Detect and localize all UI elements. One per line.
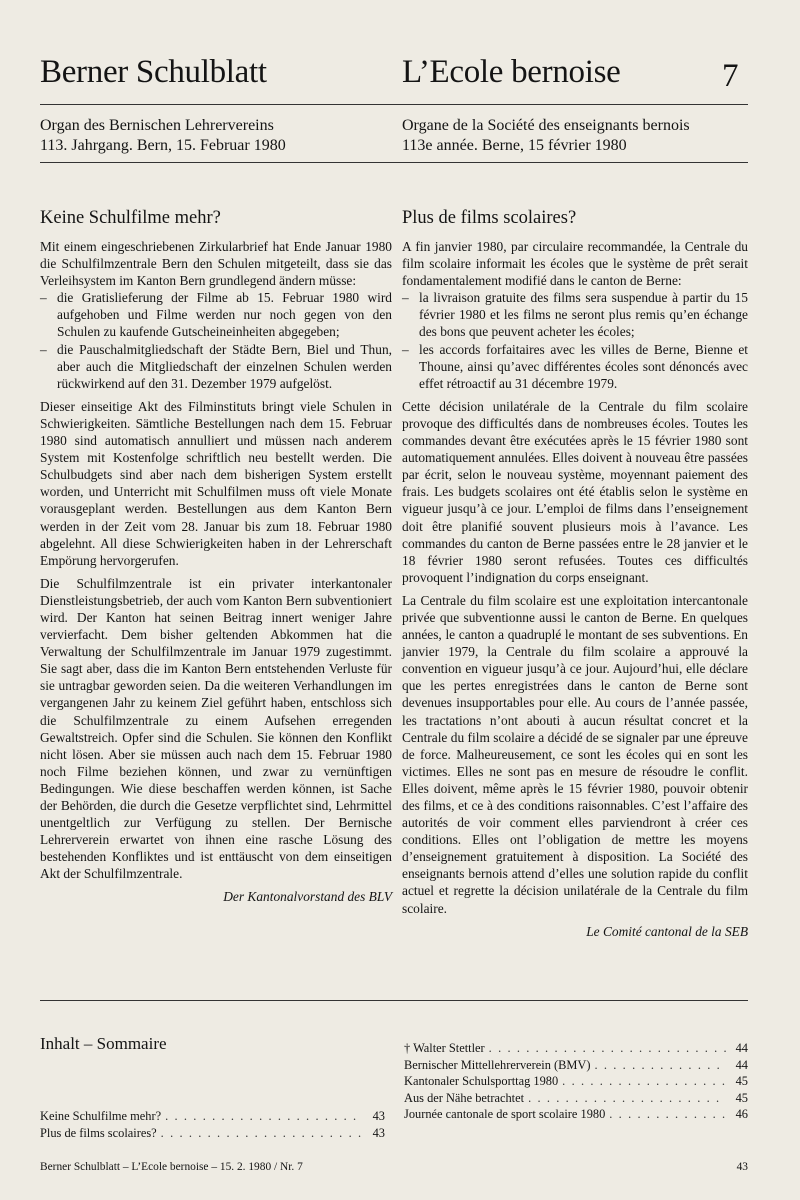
article-paragraph: Dieser einseitige Akt des Filminstituts bringt viele Schulen in Schwierigkeiten. Sämtliche Bestellungen nach dem 15. Februar 1980 sind automatisch annulliert und müssen nach anderem System mit Kostenfolge schriftlich neu bestellt werden. Die Schulbudgets sind aber nach dem bisherigen System erstellt worden, und Unterricht mit Schulfilmen muss oft viele Monate vorausgeplant werden. Bestellungen aus dem Kanton Bern werden in der Zeit vom 28. Januar bis zum 18. Februar 1980 abgelehnt. All diese Schwierigkeiten haben in der Lehrerschaft Empörung hervorgerufen. [40, 398, 392, 568]
contents-entry [40, 1108, 385, 1125]
article-list-de [40, 289, 392, 392]
contents-entry-title: † Walter Stettler [404, 1041, 485, 1055]
publisher-org-de: Organ des Bernischen Lehrervereins [40, 117, 274, 134]
article-body-de [40, 238, 392, 906]
article-list-fr [402, 289, 748, 392]
contents-entry-page: 43 [372, 1125, 385, 1140]
contents-rule [40, 1000, 748, 1001]
contents-list-right [404, 1040, 748, 1123]
contents-entry-title: Bernischer Mittellehrerverein (BMV) [404, 1057, 591, 1072]
contents-entry-title: Plus de films scolaires? [40, 1125, 157, 1140]
contents-list-left [40, 1108, 385, 1141]
publisher-info-fr [402, 116, 748, 156]
contents-entry [404, 1090, 748, 1107]
contents-entry-page: 43 [372, 1109, 385, 1123]
article-intro-fr: A fin janvier 1980, par circulaire recommandée, la Centrale du film scolaire informait les écoles que le système de prêt serait fondamentalement modifié dans le canton de Berne: [402, 239, 748, 289]
contents-entry-page: 46 [735, 1107, 748, 1122]
issue-page-number: 7 [722, 58, 739, 94]
article-signature-de: Der Kantonalvorstand des BLV [223, 889, 392, 905]
list-item: – die Pauschalmitgliedschaft der Städte Bern, Biel und Thun, aber auch die Mitgliedschaft der einzelnen Schulen werden rückwirkend auf den 31. Dezember 1979 aufgelöst. [40, 341, 392, 392]
contents-entry-title: Journée cantonale de sport scolaire 1980 [404, 1107, 606, 1122]
list-item: – la livraison gratuite des films sera suspendue à partir du 15 février 1980 et les films ne seront plus remis qu’en échange des bons que peuvent acheter les écoles; [402, 289, 748, 340]
masthead-title-de: Berner Schulblatt [40, 54, 267, 90]
contents-entry-page: 45 [735, 1090, 748, 1105]
contents-entry-title: Kantonaler Schulsporttag 1980 [404, 1074, 559, 1089]
contents-entry [404, 1040, 748, 1057]
article-paragraph: Cette décision unilatérale de la Centrale du film scolaire provoque des difficultés dans de nombreuses écoles. Toutes les commandes devant être exécutées après le 15 février 1980 sont automatiquement annulées. Elles doivent à nouveau être passées par écrit, selon le nouveau système, moyennant paiement des frais. Les budgets scolaires ont été établis selon le système en vigueur jusqu’à ce jour. L’emploi de films dans l’enseignement doit être planifié souvent plusieurs mois à l’avance. Les commandes du canton de Berne passées entre le 28 janvier et le 18 février 1980 seront refusées. Toutes ces difficultés provoquent l’indignation du corps enseignant. [402, 398, 748, 585]
contents-entry [40, 1125, 385, 1142]
publisher-issue-fr: 113e année. Berne, 15 février 1980 [402, 137, 627, 154]
leader-dots [161, 1125, 363, 1142]
article-body-fr [402, 238, 748, 940]
leader-dots [165, 1108, 363, 1125]
masthead-title-fr: L’Ecole bernoise [402, 54, 621, 90]
contents-entry-page: 44 [735, 1057, 748, 1072]
contents-entry [404, 1106, 748, 1123]
contents-entry-title: Aus der Nähe betrachtet [404, 1090, 525, 1105]
article-heading-fr: Plus de films scolaires? [402, 208, 577, 228]
contents-entry-page: 44 [735, 1041, 748, 1055]
article-signature-fr: Le Comité cantonal de la SEB [586, 923, 748, 939]
publisher-org-fr: Organe de la Société des enseignants bernois [402, 117, 690, 134]
contents-entry [404, 1073, 748, 1090]
publisher-info-de [40, 116, 392, 156]
header-rule [40, 162, 748, 163]
leader-dots [594, 1057, 726, 1074]
leader-dots [562, 1073, 726, 1090]
article-paragraph: La Centrale du film scolaire est une exploitation intercantonale privée que subventionne aussi le canton de Berne. En quelques années, le canton a quadruplé le montant de ses subventions. En janvier 1979, la Centrale du film scolaire a approuvé la convention en vigueur jusqu’à ce jour. Aujourd’hui, elle déclare que les pertes enregistrées dans le canton de Berne sont devenues insupportables pour elle. Au cours de l’année passée, les tractations n’ont abouti à aucun résultat concret et la Centrale du film scolaire a décidé de se signaler par une épreuve de force. Malheureusement, ce sont les écoles qui en sont les victimes. Elles ne sont pas en mesure de résoudre le conflit. Elles doivent, même après le 15 février 1980, pouvoir obtenir des films, et ce à des conditions raisonnables. C’est l’affaire des autorités de voir comment elles parviendront à créer ces conditions. Elles ont l’obligation de mettre les moyens d’enseignement gratuitement à disposition. La Société des enseignants bernois attend d’elles une solution rapide du conflit actuel et regrette la décision unilatérale de la Centrale du film scolaire. [402, 592, 748, 916]
contents-heading: Inhalt – Sommaire [40, 1034, 167, 1053]
footer-imprint: Berner Schulblatt – L’Ecole bernoise – 15. 2. 1980 / Nr. 7 [40, 1161, 303, 1173]
list-item: – les accords forfaitaires avec les villes de Berne, Bienne et Thoune, ainsi qu’avec différentes écoles sont dénoncés avec effet rétroactif au 31 décembre 1979. [402, 341, 748, 392]
contents-entry [404, 1057, 748, 1074]
article-intro-de: Mit einem eingeschriebenen Zirkularbrief hat Ende Januar 1980 die Schulfilmzentrale Bern den Schulen mitgeteilt, dass sie das Verleihsystem im Kanton Bern grundlegend ändern müsse: [40, 239, 392, 289]
footer-page-number: 43 [736, 1161, 748, 1173]
article-heading-de: Keine Schulfilme mehr? [40, 208, 221, 228]
contents-entry-title: Keine Schulfilme mehr? [40, 1109, 162, 1123]
leader-dots [609, 1106, 726, 1123]
contents-entry-page: 45 [735, 1074, 748, 1089]
masthead-rule [40, 104, 748, 105]
leader-dots [489, 1040, 726, 1057]
list-item: – die Gratislieferung der Filme ab 15. Februar 1980 wird aufgehoben und Filme werden nur noch gegen von den Schulen zu kaufende Gutscheineinheiten abgegeben; [40, 289, 392, 340]
leader-dots [528, 1090, 726, 1107]
publisher-issue-de: 113. Jahrgang. Bern, 15. Februar 1980 [40, 137, 286, 154]
article-paragraph: Die Schulfilmzentrale ist ein privater interkantonaler Dienstleistungsbetrieb, der auch vom Kanton Bern subventioniert wird. Der Kanton hat seinen Beitrag innert weniger Jahre vervierfacht. Dem bisher geltenden Abkommen hat die Verwaltung der Schulfilmzentrale im Januar 1979 zugestimmt. Sie sagt aber, dass die im Kanton Bern entstehenden Verluste für sie untragbar geworden seien. Da die weiteren Verhandlungen im vergangenen Jahr zu keinem Ziel geführt haben, entschloss sich die Schulfilmzentrale zu einem Aufsehen erregenden Gewaltstreich. Opfer sind die Schulen. Sie können den Konflikt nicht lösen. Aber sie müssen auch nach dem 15. Februar 1980 noch Filme beziehen können, und zwar zu vernünftigen Bedingungen. Wie diese beschaffen werden können, ist Sache der Behörden, die durch die Gesetze verpflichtet sind, Lehrmittel unentgeltlich zur Verfügung zu stellen. Der Bernische Lehrerverein erwartet von ihnen eine rasche Lösung des bestehenden Konfliktes und ist enttäuscht von dem einseitigen Akt der Schulfilmzentrale. [40, 575, 392, 882]
